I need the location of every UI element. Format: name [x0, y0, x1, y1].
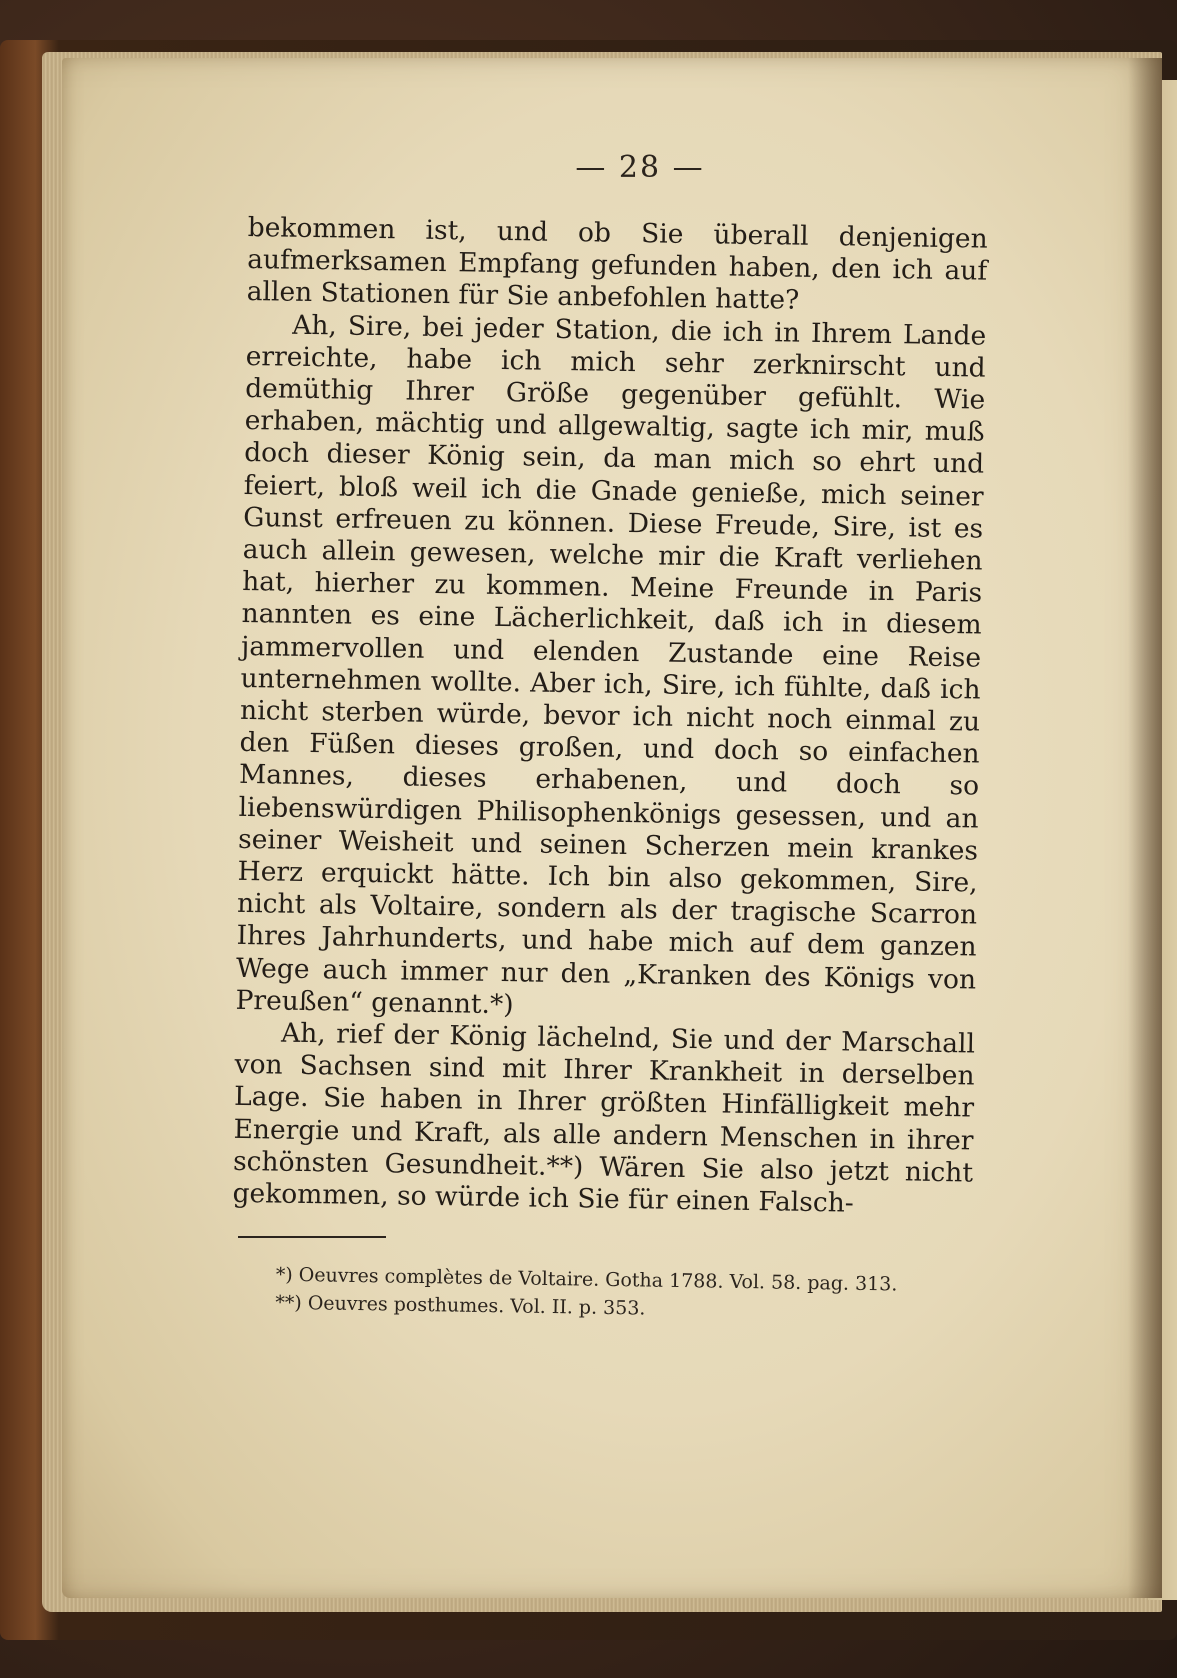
page-number: — 28 —: [575, 150, 705, 185]
footnote-rule: [238, 1236, 386, 1238]
paragraph: bekommen ist, und ob Sie überall denjenigen aufmerksamen Empfang gefunden haben, den ich auf allen Stationen für Sie anbefohlen hatte?: [246, 212, 988, 317]
page-gutter: [1128, 58, 1162, 1598]
footnote: *) Oeuvres complètes de Voltaire. Gotha 1788. Vol. 58. pag. 313.: [275, 1263, 898, 1296]
paragraph: Ah, rief der König lächelnd, Sie und der Marschall von Sachsen sind mit Ihrer Krankheit in derselben Lage. Sie haben in Ihrer größten Hinfälligkeit mehr Energie und Kraft, als alle andern Menschen in ihrer schönsten Gesundheit.**) Wären Sie also jetzt nicht gekommen, so würde ich Sie für einen Falsch-: [232, 1017, 976, 1219]
footnote: **) Oeuvres posthumes. Vol. II. p. 353.: [275, 1291, 646, 1320]
paragraph: Ah, Sire, bei jeder Station, die ich in Ihrem Lande erreichte, habe ich mich sehr zerknirscht und demüthig Ihrer Größe gegenüber gefühlt. Wie erhaben, mächtig und allgewaltig, sagte ich mir, muß doch dieser König sein, da man mich so ehrt und feiert, bloß weil ich die Gnade genieße, mich seiner Gunst erfreuen zu können. Diese Freude, Sire, ist es auch allein gewesen, welche mir die Kraft verliehen hat, hierher zu kommen. Meine Freunde in Paris nannten es eine Lächerlichkeit, daß ich in diesem jammervollen und elenden Zustande eine Reise unternehmen wollte. Aber ich, Sire, ich fühlte, daß ich nicht sterben würde, bevor ich nicht noch einmal zu den Füßen dieses großen, und doch so einfachen Mannes, dieses erhabenen, und doch so liebenswürdigen Philisophenkönigs gesessen, und an seiner Weisheit und seinen Scherzen mein krankes Herz erquickt hätte. Ich bin also gekommen, Sire, nicht als Voltaire, sondern als der tragische Scarron Ihres Jahrhunderts, und habe mich auf dem ganzen Wege auch immer nur den „Kranken des Königs von Preußen“ genannt.*): [235, 309, 987, 1021]
body-text: [232, 212, 988, 1222]
footnotes: [231, 1262, 972, 1330]
